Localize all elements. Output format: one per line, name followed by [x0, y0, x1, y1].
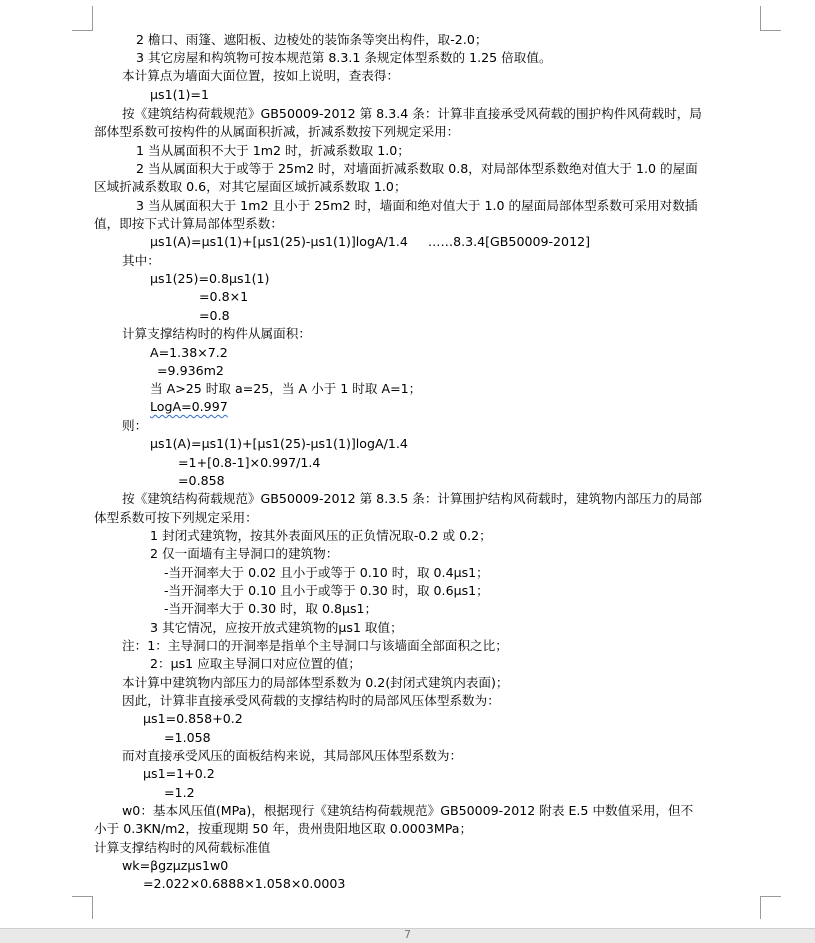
text-line: -当开洞率大于 0.30 时，取 0.8μs1； [164, 601, 378, 616]
page-number: 7 [404, 928, 411, 941]
formula-line: μs1(25)=0.8μs1(1) [150, 271, 270, 286]
corner-crop-mark-top-left [72, 6, 93, 31]
formula-line: =0.858 [178, 473, 225, 488]
text-line: 值，即按下式计算局部体型系数： [94, 216, 283, 231]
text-line: 3 其它情况，应按开放式建筑物的μs1 取值； [150, 620, 403, 635]
note-line: 2：μs1 应取主导洞口对应位置的值； [150, 656, 361, 671]
text-line: 计算支撑结构时的风荷载标准值 [94, 840, 271, 855]
formula-line: LogA=0.997 [150, 399, 228, 414]
text-line: 2 当从属面积大于或等于 25m2 时，对墙面折减系数取 0.8，对局部体型系数绝对值大于 1.0 的屋面 [136, 161, 698, 176]
note-line: 注：1：主导洞口的开洞率是指单个主导洞口与该墙面全部面积之比； [122, 638, 508, 653]
text-line: 本计算点为墙面大面位置，按如上说明，查表得： [122, 68, 400, 83]
formula-line: =1.058 [164, 730, 211, 745]
formula-line: =1.2 [164, 785, 195, 800]
formula-line: μs1=1+0.2 [143, 766, 215, 781]
formula-line: A=1.38×7.2 [150, 345, 228, 360]
formula-line: =1+[0.8-1]×0.997/1.4 [178, 455, 321, 470]
text-line: 本计算中建筑物内部压力的局部体型系数为 0.2(封闭式建筑内表面)； [122, 675, 509, 690]
text-line: 区域折减系数取 0.6，对其它屋面区域折减系数取 1.0； [94, 179, 407, 194]
text-line: 小于 0.3KN/m2，按重现期 50 年，贵州贵阳地区取 0.0003MPa； [94, 821, 473, 836]
formula-line: wk=βgzμzμs1w0 [122, 858, 229, 873]
text-line: 2 仅一面墙有主导洞口的建筑物： [150, 546, 339, 561]
formula-line: =9.936m2 [157, 363, 224, 378]
text-line: 按《建筑结构荷载规范》GB50009-2012 第 8.3.5 条：计算围护结构风荷载时，建筑物内部压力的局部 [122, 491, 702, 506]
formula-line: =0.8×1 [199, 289, 249, 304]
text-line: -当开洞率大于 0.02 且小于或等于 0.10 时，取 0.4μs1； [164, 565, 489, 580]
formula-line: μs1=0.858+0.2 [143, 711, 243, 726]
text-line: 3 当从属面积大于 1m2 且小于 25m2 时，墙面和绝对值大于 1.0 的屋面局部体型系数可采用对数插 [136, 198, 698, 213]
text-line: 体型系数可按下列规定采用： [94, 510, 258, 525]
corner-crop-mark-bottom-right [760, 896, 781, 919]
text-line: 按《建筑结构荷载规范》GB50009-2012 第 8.3.4 条：计算非直接承受风荷载的围护构件风荷载时，局 [122, 106, 702, 121]
text-line: -当开洞率大于 0.10 且小于或等于 0.30 时，取 0.6μs1； [164, 583, 489, 598]
text-line: 而对直接承受风压的面板结构来说，其局部风压体型系数为： [122, 748, 463, 763]
text-line: w0：基本风压值(MPa)，根据现行《建筑结构荷载规范》GB50009-2012 附表 E.5 中数值采用，但不 [122, 803, 694, 818]
text-line: 计算支撑结构时的构件从属面积： [122, 326, 311, 341]
formula-line: =2.022×0.6888×1.058×0.0003 [143, 876, 346, 891]
corner-crop-mark-bottom-left [72, 896, 93, 919]
formula-line: =0.8 [199, 308, 230, 323]
formula-line: μs1(A)=μs1(1)+[μs1(25)-μs1(1)]logA/1.4 [150, 436, 408, 451]
text-line: μs1(1)=1 [150, 87, 209, 102]
text-line: 因此，计算非直接承受风荷载的支撑结构时的局部风压体型系数为： [122, 693, 500, 708]
text-line: 其中： [122, 253, 160, 268]
corner-crop-mark-top-right [760, 6, 781, 31]
text-line: 1 当从属面积不大于 1m2 时，折减系数取 1.0； [136, 143, 410, 158]
text-line: 2 檐口、雨篷、遮阳板、边棱处的装饰条等突出构件，取-2.0； [136, 32, 488, 47]
text-line: 当 A>25 时取 a=25，当 A 小于 1 时取 A=1； [150, 381, 422, 396]
text-line: 部体型系数可按构件的从属面积折减，折减系数按下列规定采用： [94, 124, 460, 139]
text-line: 3 其它房屋和构筑物可按本规范第 8.3.1 条规定体型系数的 1.25 倍取值。 [136, 50, 552, 65]
formula-line: μs1(A)=μs1(1)+[μs1(25)-μs1(1)]logA/1.4 ……8.3.4[GB50009-2012] [150, 234, 591, 249]
text-line: 则： [122, 418, 148, 433]
text-line: 1 封闭式建筑物，按其外表面风压的正负情况取-0.2 或 0.2； [150, 528, 492, 543]
